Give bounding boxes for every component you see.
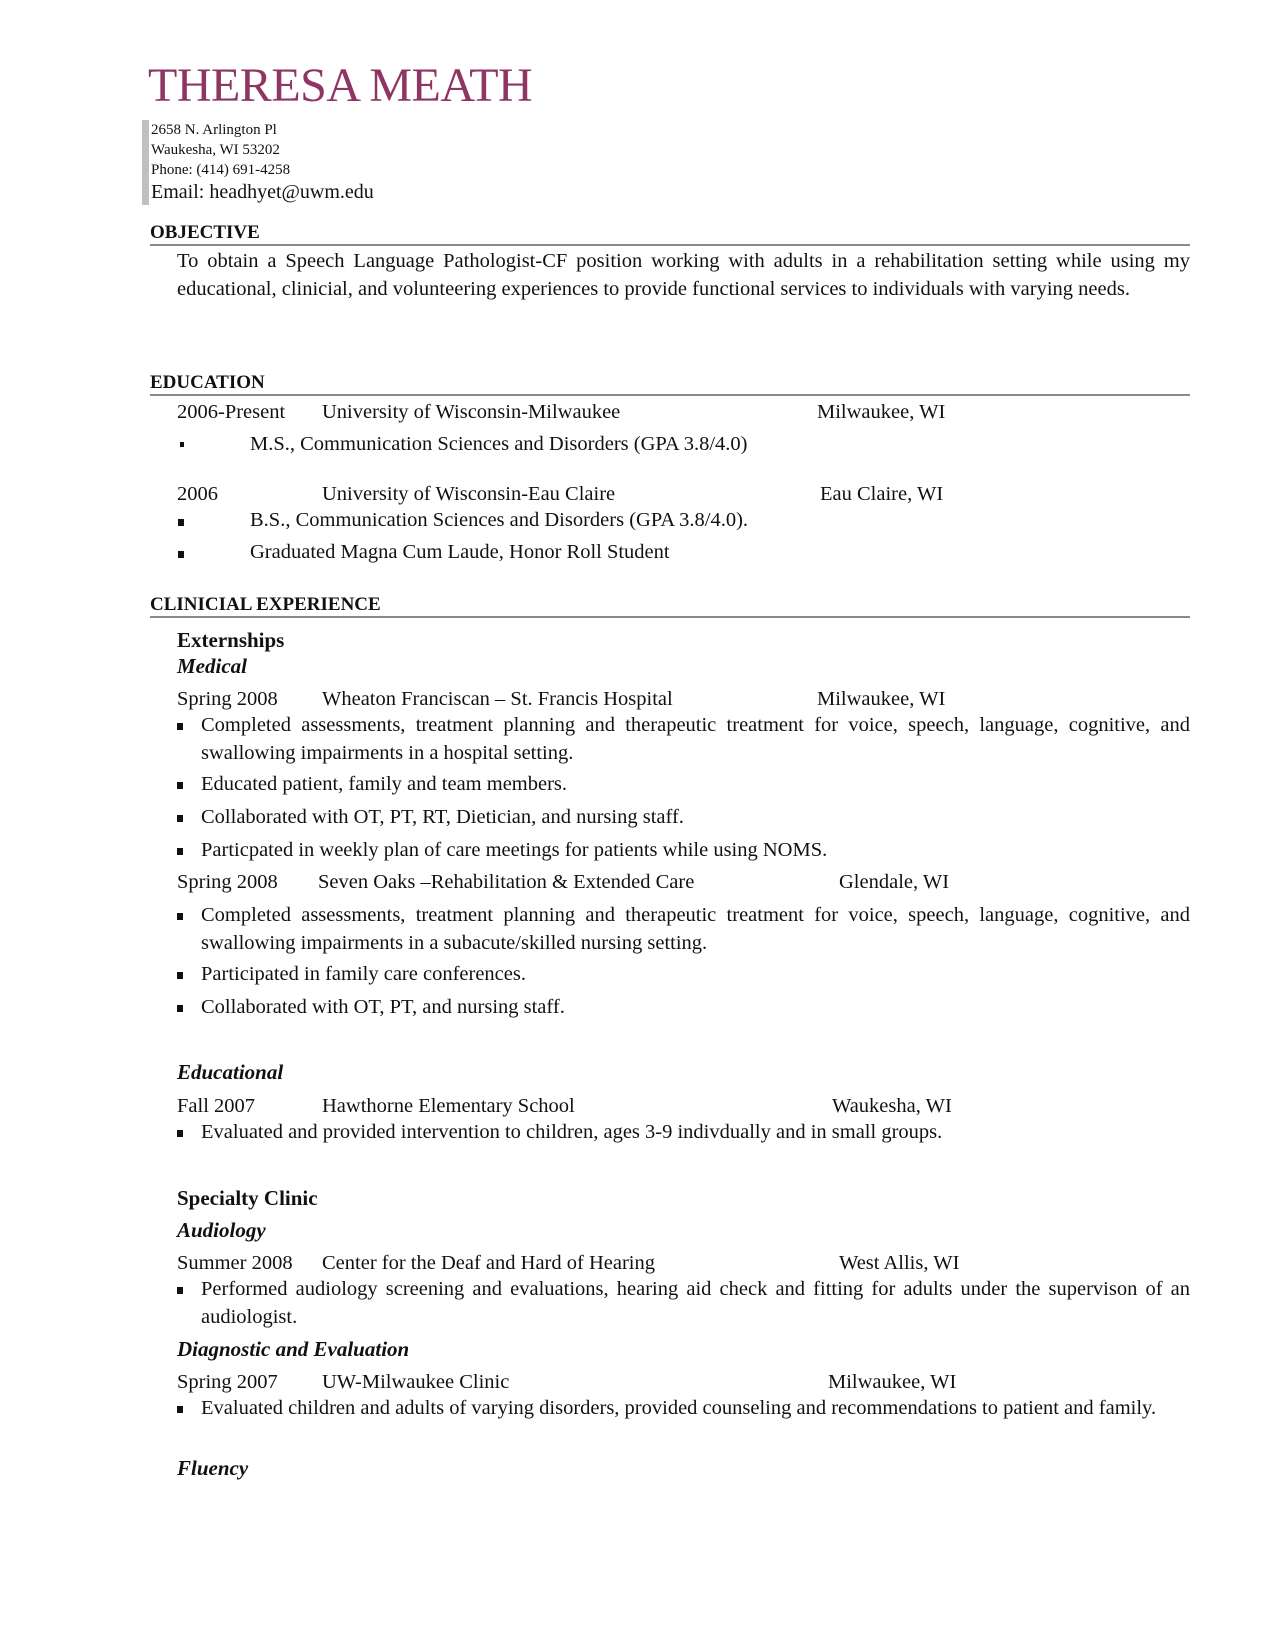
experience-location: West Allis, WI — [839, 1252, 960, 1274]
bullet-icon — [180, 442, 184, 447]
specialty-clinic-label: Specialty Clinic — [177, 1186, 318, 1210]
experience-place: UW-Milwaukee Clinic — [322, 1371, 510, 1393]
bullet-icon — [177, 1287, 183, 1294]
phone: Phone: (414) 691-4258 — [151, 162, 291, 178]
contact-block — [142, 120, 374, 205]
experience-location: Milwaukee, WI — [817, 688, 946, 710]
externships-label: Externships — [177, 628, 285, 652]
education-heading: EDUCATION — [150, 372, 1190, 396]
bullet-icon — [177, 1005, 183, 1012]
address-line-1: 2658 N. Arlington Pl — [151, 122, 277, 138]
medical-label: Medical — [177, 654, 247, 678]
audiology-label: Audiology — [177, 1218, 266, 1242]
objective-heading: OBJECTIVE — [150, 222, 1190, 246]
email: Email: headhyet@uwm.edu — [151, 181, 374, 203]
experience-date: Spring 2007 — [177, 1371, 278, 1393]
educational-label: Educational — [177, 1060, 284, 1084]
education-location: Eau Claire, WI — [820, 483, 944, 505]
experience-place: Center for the Deaf and Hard of Hearing — [322, 1252, 655, 1274]
education-date: 2006 — [177, 483, 218, 505]
bullet-icon — [177, 723, 183, 730]
education-location: Milwaukee, WI — [817, 401, 946, 423]
experience-location: Milwaukee, WI — [828, 1371, 957, 1393]
experience-location: Glendale, WI — [839, 871, 950, 893]
experience-place: Seven Oaks –Rehabilitation & Extended Care — [318, 871, 695, 893]
education-school: University of Wisconsin-Milwaukee — [322, 401, 621, 423]
bullet-icon — [178, 519, 184, 526]
bullet-icon — [177, 913, 183, 920]
experience-date: Spring 2008 — [177, 871, 278, 893]
education-school: University of Wisconsin-Eau Claire — [322, 483, 616, 505]
experience-date: Spring 2008 — [177, 688, 278, 710]
resume-page: THERESA MEATH 2658 N. Arlington Pl Waukesha, WI 53202 Phone: (414) 691-4258 Email: headhyet@uwm.edu OBJECTIVE To obtain a Speech Language Pathologist-CF position working with adults in a rehabilitation setting while using my educational, clinicial, and volunteering experiences to provide functional services to individuals with varying needs. EDUCATION 2006-Present University of Wisconsin-Milwaukee Milwaukee, WI M.S., Communication Sciences and Disorders (GPA 3.8/4.0) 2006 University of Wisconsin-Eau Claire Eau Claire, WI B.S., Communication Sciences and Disorders (GPA 3.8/4.0). Graduated Magna Cum Laude, Honor Roll Student CLINICIAL EXPERIENCE Externships Medical Spring 2008 Wheaton Franciscan – St. Francis Hospital Milwaukee, WI Completed assessments, treatment planning and therapeutic treatment for voice, speech, language, cognitive, and swallowing impairments in a hospital setting. Educated patient, family and team members. Collaborated with OT, PT, RT, Dietician, and nursing staff. Particpated in weekly plan of care meetings for patients while using NOMS. Spring 2008 Seven Oaks –Rehabilitation & Extended Care Glendale, WI Completed assessments, treatment planning and therapeutic treatment for voice, speech, language, cognitive, and swallowing impairments in a subacute/skilled nursing setting. Participated in family care conferences. Collaborated with OT, PT, and nursing staff. Educational Fall 2007 Hawthorne Elementary School Waukesha, WI Evaluated and provided intervention to children, ages 3-9 indivdually and in small groups. Specialty Clinic Audiology Summer 2008 Center for the Deaf and Hard of Hearing West Allis, WI Performed audiology screening and evaluations, hearing aid check and fitting for adults under the supervison of an audiologist. Diagnostic and Evaluation Spring 2007 UW-Milwaukee Clinic Milwaukee, WI Evaluated children and adults of varying disorders, provided counseling and recommendations to patient and family. Fluency — [0, 0, 1275, 1650]
objective-text: To obtain a Speech Language Pathologist-CF position working with adults in a rehabilitation setting while using my educational, clinicial, and volunteering experiences to provide functional services to individuals with varying needs. — [177, 250, 1190, 300]
bullet-icon — [177, 848, 183, 855]
address-line-2: Waukesha, WI 53202 — [151, 142, 280, 158]
bullet-icon — [177, 1130, 183, 1137]
bullet-icon — [177, 782, 183, 789]
bullet-icon — [177, 815, 183, 822]
bullet-icon — [178, 551, 184, 558]
experience-date: Summer 2008 — [177, 1252, 293, 1274]
experience-place: Hawthorne Elementary School — [322, 1095, 575, 1117]
experience-date: Fall 2007 — [177, 1095, 256, 1117]
bullet-icon — [177, 972, 183, 979]
diagnostic-label: Diagnostic and Evaluation — [177, 1337, 410, 1361]
education-date: 2006-Present — [177, 401, 286, 423]
experience-location: Waukesha, WI — [832, 1095, 952, 1117]
clinical-heading: CLINICIAL EXPERIENCE — [150, 594, 1190, 618]
experience-place: Wheaton Franciscan – St. Francis Hospital — [322, 688, 673, 710]
candidate-name: THERESA MEATH — [148, 59, 533, 112]
fluency-label: Fluency — [177, 1456, 249, 1480]
bullet-icon — [177, 1406, 183, 1413]
